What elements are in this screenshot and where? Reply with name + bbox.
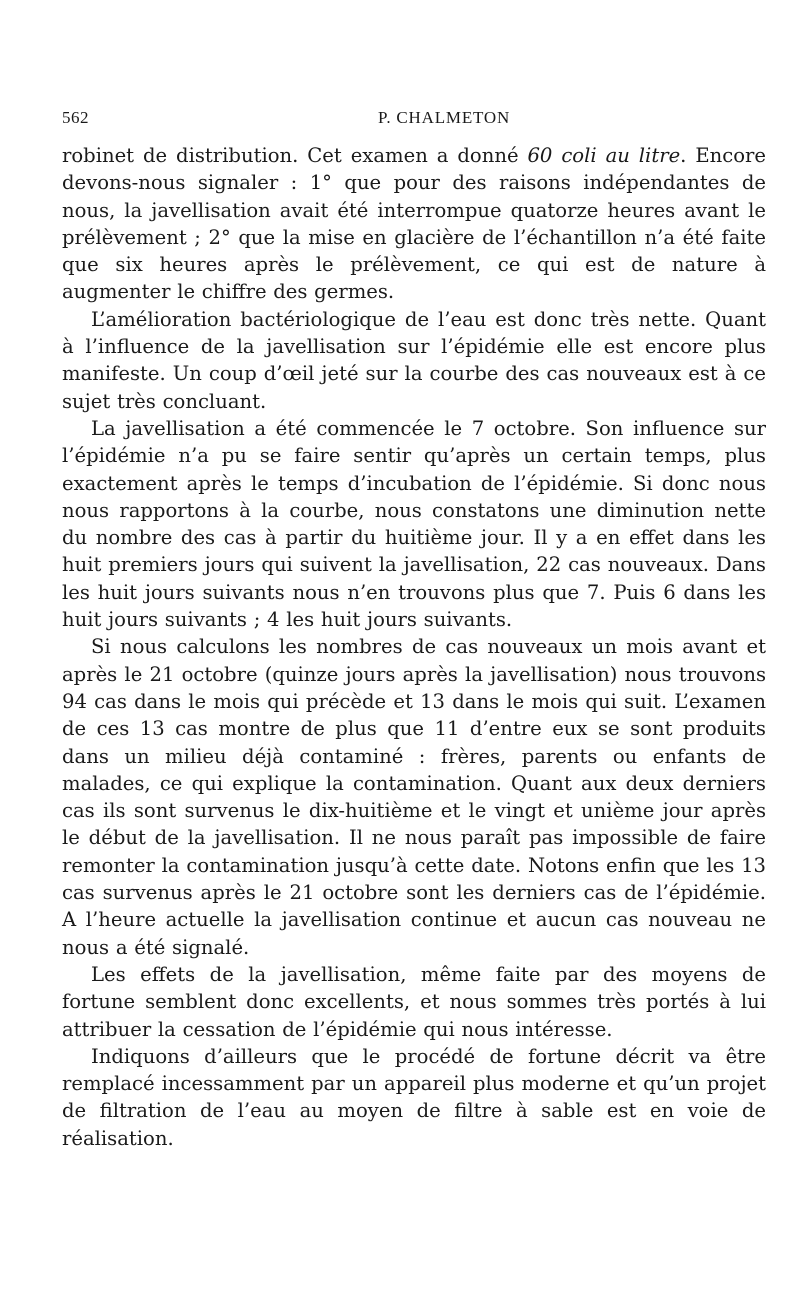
paragraph-2: L’amélioration bactériologique de l’eau est donc très nette. Quant à l’influence de la javellisation sur l’épidémie elle est encore plus manifeste. Un coup d’œil jeté sur la courbe des cas nouveaux est à ce sujet très concluant.	[62, 307, 766, 413]
running-head	[62, 108, 766, 142]
paragraph-1-emphasis: 60 coli au litre	[527, 144, 681, 167]
page-number: 562	[62, 108, 89, 127]
paragraph-1-text-end: . Encore devons-nous signaler : 1° que pour des raisons indépendantes de nous, la javellisation avait été interrompue quatorze heures avant le prélèvement ; 2° que la mise en glacière de l’échantillon n’a été faite que six heures après le prélèvement, ce qui est de nature à augmenter le chiffre des germes.	[62, 144, 766, 304]
paragraph-1-text-start: robinet de distribution. Cet examen a donné	[62, 144, 528, 167]
paragraph-1	[62, 142, 766, 306]
body-text	[62, 142, 766, 1152]
paragraph-3: La javellisation a été commencée le 7 octobre. Son influence sur l’épidémie n’a pu se faire sentir qu’après un certain temps, plus exactement après le temps d’incubation de l’épidémie. Si donc nous nous rapportons à la courbe, nous constatons une diminution nette du nombre des cas à partir du huitième jour. Il y a en effet dans les huit premiers jours qui suivent la javellisation, 22 cas nouveaux. Dans les huit jours suivants nous n’en trouvons plus que 7. Puis 6 dans les huit jours suivants ; 4 les huit jours suivants.	[62, 416, 766, 632]
running-head-title: P. CHALMETON	[377, 108, 511, 127]
paragraph-4: Si nous calculons les nombres de cas nouveaux un mois avant et après le 21 octobre (quinze jours après la javellisation) nous trouvons 94 cas dans le mois qui précède et 13 dans le mois qui suit. L’examen de ces 13 cas montre de plus que 11 d’entre eux se sont produits dans un milieu déjà contaminé : frères, parents ou enfants de malades, ce qui explique la contamination. Quant aux deux derniers cas ils sont survenus le dix-huitième et le vingt et unième jour après le début de la javellisation. Il ne nous paraît pas impossible de faire remonter la contamination jusqu’à cette date. Notons enfin que les 13 cas survenus après le 21 octobre sont les derniers cas de l’épidémie. A l’heure actuelle la javellisation continue et aucun cas nouveau ne nous a été signalé.	[62, 635, 766, 959]
book-page	[62, 108, 766, 1152]
paragraph-5: Les effets de la javellisation, même faite par des moyens de fortune semblent donc excellents, et nous sommes très portés à lui attribuer la cessation de l’épidémie qui nous intéresse.	[62, 962, 766, 1041]
paragraph-6: Indiquons d’ailleurs que le procédé de fortune décrit va être remplacé incessamment par un appareil plus moderne et qu’un projet de filtration de l’eau au moyen de filtre à sable est en voie de réalisation.	[62, 1044, 766, 1150]
